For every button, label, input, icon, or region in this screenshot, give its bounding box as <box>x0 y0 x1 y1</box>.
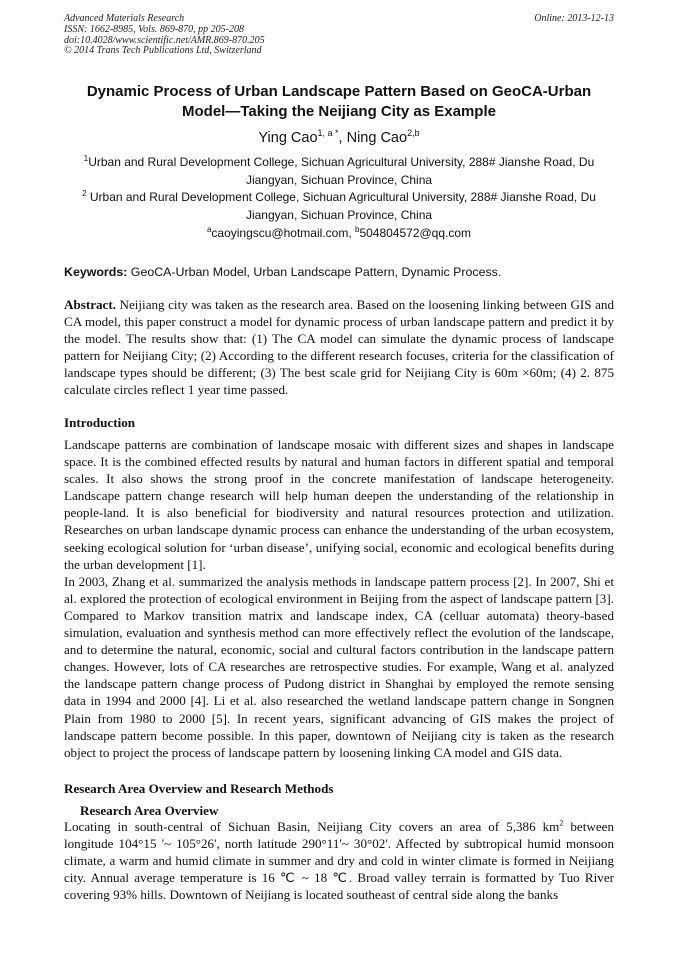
affiliation-number: 1 <box>83 154 89 163</box>
email-link[interactable]: 504804572@qq.com <box>359 226 472 240</box>
affiliation <box>72 185 606 224</box>
author-line <box>64 124 614 147</box>
copyright-line: © 2014 Trans Tech Publications Ltd, Switzerland <box>64 45 262 57</box>
email-marker: a <box>206 225 212 234</box>
abstract <box>64 296 614 399</box>
affiliation-text: Urban and Rural Development College, Sichuan Agricultural University, 288# Jianshe Road, Du Jiangyan, Sichuan Province, China <box>86 190 596 222</box>
paragraph: Landscape patterns are combination of landscape mosaic with different sizes and shapes in landscape space. It is the combined effected results by natural and human factors in different spatial and temporal scales. It also shows the strong proof in the concrete manifestation of landscape heterogeneity. Landscape pattern change research will help human deepen the understanding of the relationship in people-land. It is also beneficial for biodiversity and natural resources protection and utilization. Researches on urban landscape dynamic process can enhance the understanding of the urban ecosystem, seeking ecological solution for ‘urban disease’, unifying social, economic and ecological benefits during the urban development [1]. <box>64 437 614 572</box>
section-heading-introduction: Introduction <box>64 415 136 430</box>
journal-header <box>64 14 265 57</box>
paragraph-text: Locating in south-central of Sichuan Basin, Neijiang City covers an area of 5,386 km <box>64 819 560 834</box>
paper-title: Dynamic Process of Urban Landscape Pattern Based on GeoCA-Urban Model—Taking the Neijiang City as Example <box>86 83 592 120</box>
doi-line: doi:10.4028/www.scientific.net/AMR.869-870.205 <box>64 34 265 46</box>
author-name: Ying Cao <box>258 129 318 146</box>
email-marker: b <box>354 225 360 234</box>
affiliation-text: Urban and Rural Development College, Sichuan Agricultural University, 288# Jianshe Road, Du Jiangyan, Sichuan Province, China <box>88 155 595 187</box>
affiliation <box>72 150 606 189</box>
online-date: Online: 2013-12-13 <box>534 13 614 24</box>
paragraph-text: between longitude 104°15 '~ 105°26', north latitude 290°11'~ 30°02'. Affected by subtropical humid monsoon climate, a warm and humid climate in summer and dry and cold in winter climate is formed in Neijiang city. Annual average temperature is 16 ℃ ~ 18 ℃. Broad valley terrain is formatted by Tuo River covering 93% hills. Downtown of Neijiang is located southeast of central side along the banks <box>64 819 614 903</box>
author-name: Ning Cao <box>346 129 408 146</box>
superscript: 2 <box>559 818 564 828</box>
journal-name: Advanced Materials Research <box>64 13 185 24</box>
abstract-label: Abstract. <box>64 297 116 312</box>
subsection-heading: Research Area Overview <box>80 803 219 818</box>
author-superscript: 2,b <box>407 128 420 138</box>
section-heading-research: Research Area Overview and Research Methods <box>64 781 334 796</box>
keywords <box>64 264 614 280</box>
author-emails <box>64 222 614 241</box>
author-superscript: 1, a * <box>317 128 339 138</box>
introduction-body <box>64 436 614 761</box>
author-separator: , <box>338 129 347 146</box>
keywords-text: GeoCA-Urban Model, Urban Landscape Pattern, Dynamic Process. <box>127 265 502 279</box>
keywords-label: Keywords: <box>64 265 128 279</box>
abstract-text: Neijiang city was taken as the research area. Based on the loosening linking between GIS and CA model, this paper construct a model for dynamic process of urban landscape pattern and predict it by the model. The results show that: (1) The CA model can simulate the dynamic process of landscape pattern for Neijiang City; (2) According to the different research focuses, criteria for the classification of landscape types should be different; (3) The best scale grid for Neijiang City is 60m ×60m; (4) 2. 875 calculate circles reflect 1 year time passed. <box>64 297 614 398</box>
affiliation-number: 2 <box>82 189 87 198</box>
research-area-paragraph <box>64 818 614 903</box>
issn-line: ISSN: 1662-8985, Vols. 869-870, pp 205-208 <box>64 23 244 35</box>
email-separator: , <box>348 226 355 240</box>
email-link[interactable]: caoyingscu@hotmail.com <box>211 226 349 240</box>
paragraph: In 2003, Zhang et al. summarized the analysis methods in landscape pattern process [2]. In 2007, Shi et al. explored the protection of ecological environment in Beijing from the aspect of landscape pattern [3]. Compared to Markov transition matrix and landscape index, CA (celluar automata) theory-based simulation, evaluation and synthesis method can more effectively reflect the evolution of the landscape, and to determine the natural, economic, social and cultural factors contribution in the landscape pattern changes. However, lots of CA researches are retrospective studies. For example, Wang et al. analyzed the landscape pattern change process of Pudong district in Shanghai by employed the remote sensing data in 1994 and 2000 [4]. Li et al. also researched the wetland landscape pattern change in Songnen Plain from 1980 to 2000 [5]. In recent years, significant advancing of GIS makes the project of landscape pattern become possible. In this paper, downtown of Neijiang city is taken as the research object to project the process of landscape pattern by loosening linking CA model and GIS data. <box>64 573 614 760</box>
